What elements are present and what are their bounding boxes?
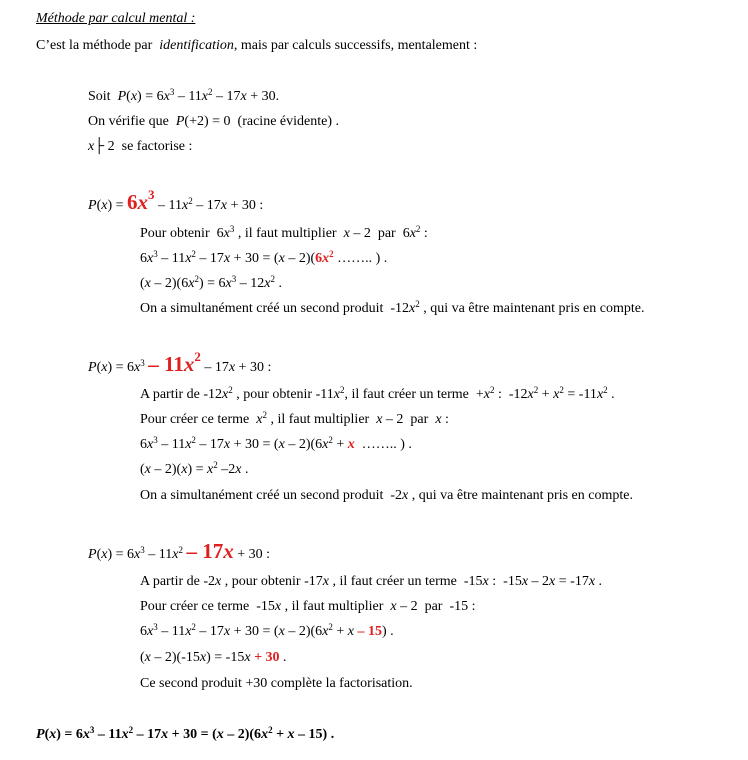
step2-line1: A partir de $-12x^2$ , pour obtenir $-11x^2$, il faut créer un terme $+x^2$ : $-12x^2 + x^2 = -11x^2$ . xyxy=(140,385,615,402)
step1-line2: $6x^3 - 11x^2 - 17x + 30 = (x - 2)(6x^2$ …….. ) . xyxy=(140,249,388,266)
step1-line3: $(x - 2)(6x^2) = 6x^3 - 12x^2$ . xyxy=(140,274,282,291)
step3-line3: $6x^3 - 11x^2 - 17x + 30 = (x - 2)(6x^2 + x - 15)$ . xyxy=(140,622,394,639)
step2-line3: $6x^3 - 11x^2 - 17x + 30 = (x - 2)(6x^2 + x$ …….. ) . xyxy=(140,435,412,452)
step1-heading: $P(x) = 6x^3 - 11x^2 - 17x + 30$ : xyxy=(88,187,264,214)
intro-text: C’est la méthode par identification, mais par calculs successifs, mentalement : xyxy=(36,38,478,53)
step3-conclusion: Ce second produit +30 complète la factorisation. xyxy=(140,676,413,691)
step1-line1: Pour obtenir $6x^3$ , il faut multiplier x – 2 par $6x^2$ : xyxy=(140,224,428,241)
step1-line4: On a simultanément créé un second produit $-12x^2$ , qui va être maintenant pris en compte. xyxy=(140,299,645,316)
step3-line2: Pour créer ce terme -15x , il faut multiplier x – 2 par -15 : xyxy=(140,599,476,614)
section-title: Méthode par calcul mental : xyxy=(36,11,196,26)
step2-line2: Pour créer ce terme $x^2$ , il faut multiplier x – 2 par x : xyxy=(140,410,449,427)
step2-heading: $P(x) = 6x^3 - 11x^2 - 17x + 30$ : xyxy=(88,349,272,376)
polynomial-definition: Soit $P(x) = 6x^3 - 11x^2 - 17x + 30$. xyxy=(88,87,280,104)
factor-statement: x├ 2 se factorise : xyxy=(88,139,193,154)
step3-line4: (x – 2)(-15x) = -15x + 30 . xyxy=(140,650,287,665)
step2-line5: On a simultanément créé un second produit -2x , qui va être maintenant pris en compte. xyxy=(140,488,633,503)
step3-line1: A partir de -2x , pour obtenir -17x , il faut créer un terme -15x : -15x – 2x = -17x . xyxy=(140,574,603,589)
final-factorization: $P(x) = 6x^3 - 11x^2 - 17x + 30 = (x - 2)(6x^2 + x - 15)$ . xyxy=(36,725,335,742)
step3-heading: $P(x) = 6x^3 - 11x^2 - 17x + 30$ : xyxy=(88,539,270,563)
root-check: On vérifie que P(+2) = 0 (racine évidente) . xyxy=(88,114,339,129)
step2-line4: $(x - 2)(x) = x^2$ –2x . xyxy=(140,460,249,477)
